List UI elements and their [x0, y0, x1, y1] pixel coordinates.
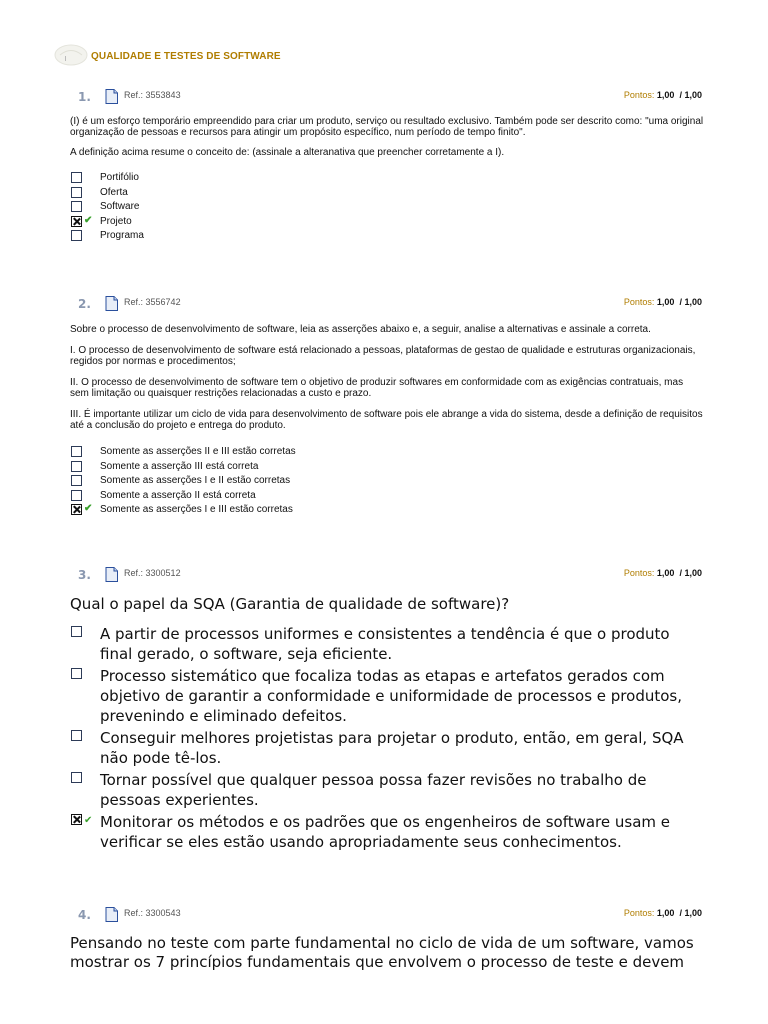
option[interactable]	[70, 489, 704, 504]
course-logo-icon	[54, 44, 88, 66]
course-title: QUALIDADE E TESTES DE SOFTWARE	[91, 51, 281, 62]
option[interactable]	[70, 728, 704, 768]
checkbox[interactable]	[71, 730, 82, 741]
option-label: Monitorar os métodos e os padrões que os engenheiros de software usam e verificar se eles estão usando apropriadamente seus conhecimentos.	[100, 813, 671, 851]
option-label: A partir de processos uniformes e consistentes a tendência é que o produto final gerado, o software, seja eficiente.	[100, 625, 670, 663]
option[interactable]	[70, 200, 704, 215]
question-number: 1.	[78, 90, 91, 104]
document-icon[interactable]	[105, 89, 118, 104]
question-ref: Ref.: 3300543	[124, 908, 181, 918]
document-icon[interactable]	[105, 907, 118, 922]
document-icon[interactable]	[105, 567, 118, 582]
checkbox[interactable]	[71, 490, 82, 501]
assertion-text: I. O processo de desenvolvimento de software está relacionado a pessoas, plataformas de gestao de qualidade e estruturas organizacionais, regidos por normas e procedimentos;	[70, 345, 696, 367]
page-header	[54, 44, 734, 68]
option[interactable]	[70, 474, 704, 489]
question-4	[70, 908, 704, 972]
option[interactable]	[70, 229, 704, 244]
option[interactable]	[70, 624, 704, 664]
option-label: Software	[100, 201, 140, 212]
question-text: Sobre o processo de desenvolvimento de software, leia as asserções abaixo e, a seguir, analise a alternativas e assinale a correta.	[70, 324, 651, 335]
question-3	[70, 568, 704, 854]
option[interactable]	[70, 186, 704, 201]
checkbox[interactable]	[71, 772, 82, 783]
options-list	[70, 624, 704, 852]
question-text: Qual o papel da SQA (Garantia de qualidade de software)?	[70, 595, 510, 613]
checked-checkbox[interactable]	[71, 216, 82, 227]
question-number: 2.	[78, 297, 91, 311]
correct-check-icon: ✔	[84, 503, 93, 514]
question-text: A definição acima resume o conceito de: (assinale a alteranativa que preencher corretamente a I).	[70, 147, 505, 158]
option[interactable]	[70, 445, 704, 460]
checkbox[interactable]	[71, 475, 82, 486]
option[interactable]	[70, 503, 704, 518]
checkbox[interactable]	[71, 461, 82, 472]
question-header	[70, 568, 704, 588]
assertion-text: III. É importante utilizar um ciclo de vida para desenvolvimento de software pois ele abrange a vida do sistema, desde a definição de requisitos até a conclusão do projeto e entrega do produto.	[70, 409, 703, 431]
option-label: Oferta	[100, 186, 128, 198]
option[interactable]	[70, 770, 704, 810]
option[interactable]	[70, 215, 704, 230]
assertion-text: II. O processo de desenvolvimento de software tem o objetivo de produzir softwares em conformidade com as exigências contratuais, mas sem limitação ou quaisquer restrições relacionadas a custo e prazo.	[70, 377, 684, 399]
checkbox[interactable]	[71, 187, 82, 198]
checkbox[interactable]	[71, 230, 82, 241]
checkbox[interactable]	[71, 172, 82, 183]
question-header	[70, 908, 704, 928]
question-number: 3.	[78, 568, 91, 582]
question-1	[70, 90, 704, 244]
question-text: Pensando no teste com parte fundamental no ciclo de vida de um software, vamos mostrar os 7 princípios fundamentais que envolvem o processo de teste e devem	[70, 934, 694, 971]
document-icon[interactable]	[105, 296, 118, 311]
checkbox[interactable]	[71, 201, 82, 212]
question-header	[70, 90, 704, 110]
question-score: Pontos: 1,00 / 1,00	[623, 568, 702, 578]
option-label: Somente a asserção III está correta	[100, 460, 259, 472]
question-ref: Ref.: 3300512	[124, 568, 181, 578]
option-label: Projeto	[100, 215, 132, 227]
option-label: Somente as asserções I e III estão corretas	[100, 504, 293, 515]
checkbox[interactable]	[71, 668, 82, 679]
checked-checkbox[interactable]	[71, 814, 82, 825]
option[interactable]	[70, 666, 704, 726]
question-ref: Ref.: 3556742	[124, 297, 181, 307]
option-label: Somente as asserções II e III estão corretas	[100, 446, 296, 457]
checked-checkbox[interactable]	[71, 504, 82, 515]
question-header	[70, 297, 704, 317]
option-label: Processo sistemático que focaliza todas as etapas e artefatos gerados com objetivo de garantir a conformidade e uniformidade de processos e produtos, prevenindo e eliminado defeitos.	[100, 667, 682, 725]
option[interactable]	[70, 812, 704, 852]
question-2	[70, 297, 704, 518]
correct-check-icon: ✔	[84, 214, 93, 226]
question-score: Pontos: 1,00 / 1,00	[623, 908, 702, 918]
question-score: Pontos: 1,00 / 1,00	[623, 90, 702, 100]
option[interactable]	[70, 460, 704, 475]
options-list	[70, 445, 704, 518]
correct-check-icon: ✔	[84, 815, 93, 826]
question-score: Pontos: 1,00 / 1,00	[623, 297, 702, 307]
options-list	[70, 171, 704, 244]
question-text: (I) é um esforço temporário empreendido para criar um produto, serviço ou resultado exclusivo. Também pode ser descrito como: "uma original organização de pessoas e recursos para atingir um propósito específico, num período de tempo finito".	[70, 116, 704, 138]
question-number: 4.	[78, 908, 91, 922]
option-label: Somente as asserções I e II estão corretas	[100, 475, 291, 486]
option-label: Conseguir melhores projetistas para projetar o produto, então, em geral, SQA não pode tê-los.	[100, 729, 684, 767]
checkbox[interactable]	[71, 446, 82, 457]
question-ref: Ref.: 3553843	[124, 90, 181, 100]
option-label: Portifólio	[100, 172, 139, 183]
option-label: Somente a asserção II está correta	[100, 489, 256, 501]
option-label: Programa	[100, 230, 144, 241]
option-label: Tornar possível que qualquer pessoa possa fazer revisões no trabalho de pessoas experientes.	[100, 771, 647, 809]
option[interactable]	[70, 171, 704, 186]
checkbox[interactable]	[71, 626, 82, 637]
